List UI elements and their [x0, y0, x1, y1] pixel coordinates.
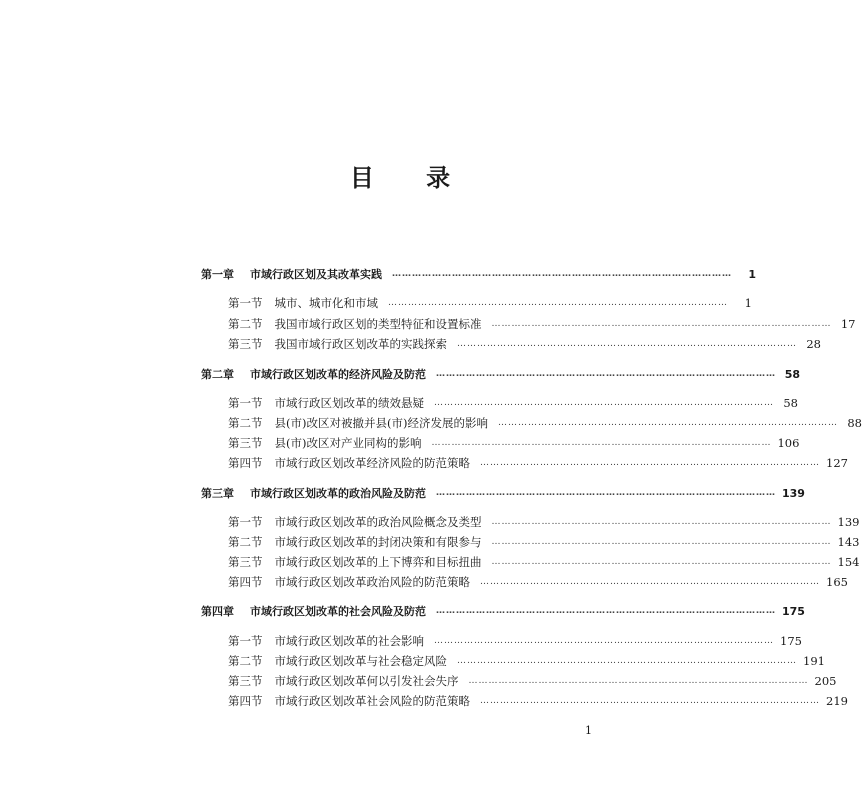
section-number: 第三节 [228, 674, 263, 688]
leader-dots: ………………………………………………………………………………………… [457, 339, 797, 349]
leader-dots: ………………………………………………………………………………………… [497, 418, 838, 428]
leader-dots: ………………………………………………………………………………………… [392, 269, 732, 279]
section-title: 我国市域行政区划的类型特征和设置标准 [274, 317, 482, 331]
leader-dots: ………………………………………………………………………………………… [436, 369, 776, 379]
leader-dots: ………………………………………………………………………………………… [491, 517, 832, 527]
section-page: 165 [826, 575, 848, 589]
toc-section[interactable] [228, 572, 848, 592]
section-title: 市域行政区划改革的社会影响 [274, 634, 424, 648]
toc-section[interactable] [228, 631, 802, 651]
section-number: 第一节 [228, 296, 263, 310]
leader-dots: ………………………………………………………………………………………… [480, 577, 820, 587]
section-page: 205 [814, 674, 837, 688]
section-title: 市域行政区划改革社会风险的防范策略 [274, 694, 470, 708]
toc-section[interactable] [228, 552, 860, 572]
chapter-page: 175 [782, 604, 805, 618]
section-number: 第二节 [228, 317, 263, 331]
toc-section[interactable] [228, 512, 860, 532]
section-number: 第二节 [228, 535, 263, 549]
section-number: 第四节 [228, 575, 263, 589]
page-number: 1 [585, 724, 592, 737]
section-number: 第二节 [228, 654, 263, 668]
section-number: 第二节 [228, 416, 263, 430]
toc-section[interactable] [228, 453, 848, 473]
section-page: 191 [803, 654, 825, 668]
toc-section[interactable] [228, 671, 837, 691]
chapter-title: 市域行政区划改革的政治风险及防范 [250, 487, 426, 500]
section-number: 第一节 [228, 396, 263, 410]
toc-chapter[interactable] [201, 364, 800, 384]
leader-dots: ………………………………………………………………………………………… [388, 298, 728, 308]
section-title: 市域行政区划改革的封闭决策和有限参与 [274, 535, 482, 549]
section-title: 市域行政区划改革与社会稳定风险 [274, 654, 447, 668]
section-number: 第四节 [228, 694, 263, 708]
leader-dots: ………………………………………………………………………………………… [468, 676, 809, 686]
chapter-number: 第三章 [201, 487, 234, 500]
leader-dots: ………………………………………………………………………………………… [491, 557, 832, 567]
section-title: 城市、城市化和市域 [274, 296, 378, 310]
section-page: 1 [744, 296, 752, 310]
section-page: 58 [783, 396, 798, 410]
section-number: 第三节 [228, 555, 263, 569]
section-page: 28 [806, 337, 821, 351]
toc-section[interactable] [228, 691, 848, 711]
chapter-title: 市域行政区划及其改革实践 [250, 268, 382, 281]
section-page: 139 [837, 515, 860, 529]
chapter-page: 139 [782, 486, 805, 500]
section-page: 106 [777, 436, 800, 450]
chapter-number: 第一章 [201, 268, 234, 281]
chapter-page: 58 [784, 367, 800, 381]
toc-section[interactable] [228, 413, 862, 433]
section-title: 市域行政区划改革的绩效悬疑 [274, 396, 424, 410]
toc-chapter[interactable] [201, 483, 805, 503]
section-title: 市域行政区划改革的政治风险概念及类型 [274, 515, 482, 529]
leader-dots: ………………………………………………………………………………………… [480, 696, 820, 706]
chapter-page: 1 [748, 267, 756, 281]
section-title: 市域行政区划改革政治风险的防范策略 [274, 575, 470, 589]
section-title: 县(市)改区对产业同构的影响 [274, 436, 422, 450]
section-number: 第一节 [228, 634, 263, 648]
section-page: 127 [826, 456, 848, 470]
toc-section[interactable] [228, 651, 825, 671]
section-title: 市域行政区划改革的上下博弈和目标扭曲 [274, 555, 482, 569]
toc-chapter[interactable] [201, 264, 756, 284]
section-page: 88 [847, 416, 862, 430]
section-page: 219 [826, 694, 848, 708]
toc-chapter[interactable] [201, 601, 805, 621]
section-title: 市域行政区划改革何以引发社会失序 [274, 674, 459, 688]
leader-dots: ………………………………………………………………………………………… [491, 537, 832, 547]
section-number: 第一节 [228, 515, 263, 529]
section-page: 154 [837, 555, 860, 569]
toc-section[interactable] [228, 532, 860, 552]
leader-dots: ………………………………………………………………………………………… [434, 398, 774, 408]
toc-section[interactable] [228, 314, 856, 334]
toc-section[interactable] [228, 433, 800, 453]
chapter-title: 市域行政区划改革的经济风险及防范 [250, 368, 426, 381]
chapter-number: 第二章 [201, 368, 234, 381]
leader-dots: ………………………………………………………………………………………… [436, 488, 776, 498]
section-title: 市域行政区划改革经济风险的防范策略 [274, 456, 470, 470]
toc-section[interactable] [228, 393, 798, 413]
chapter-title: 市域行政区划改革的社会风险及防范 [250, 605, 426, 618]
section-page: 17 [840, 317, 856, 331]
section-number: 第四节 [228, 456, 263, 470]
leader-dots: ………………………………………………………………………………………… [491, 319, 832, 329]
toc-title: 目 录 [349, 163, 473, 192]
section-page: 143 [837, 535, 860, 549]
section-number: 第三节 [228, 337, 263, 351]
leader-dots: ………………………………………………………………………………………… [436, 606, 776, 616]
chapter-number: 第四章 [201, 605, 234, 618]
leader-dots: ………………………………………………………………………………………… [434, 636, 774, 646]
leader-dots: ………………………………………………………………………………………… [457, 656, 797, 666]
section-number: 第三节 [228, 436, 263, 450]
section-title: 县(市)改区对被撤并县(市)经济发展的影响 [274, 416, 488, 430]
leader-dots: ………………………………………………………………………………………… [480, 458, 820, 468]
toc-section[interactable] [228, 293, 752, 313]
toc-section[interactable] [228, 334, 821, 354]
leader-dots: ………………………………………………………………………………………… [431, 438, 772, 448]
section-page: 175 [780, 634, 802, 648]
section-title: 我国市域行政区划改革的实践探索 [274, 337, 447, 351]
